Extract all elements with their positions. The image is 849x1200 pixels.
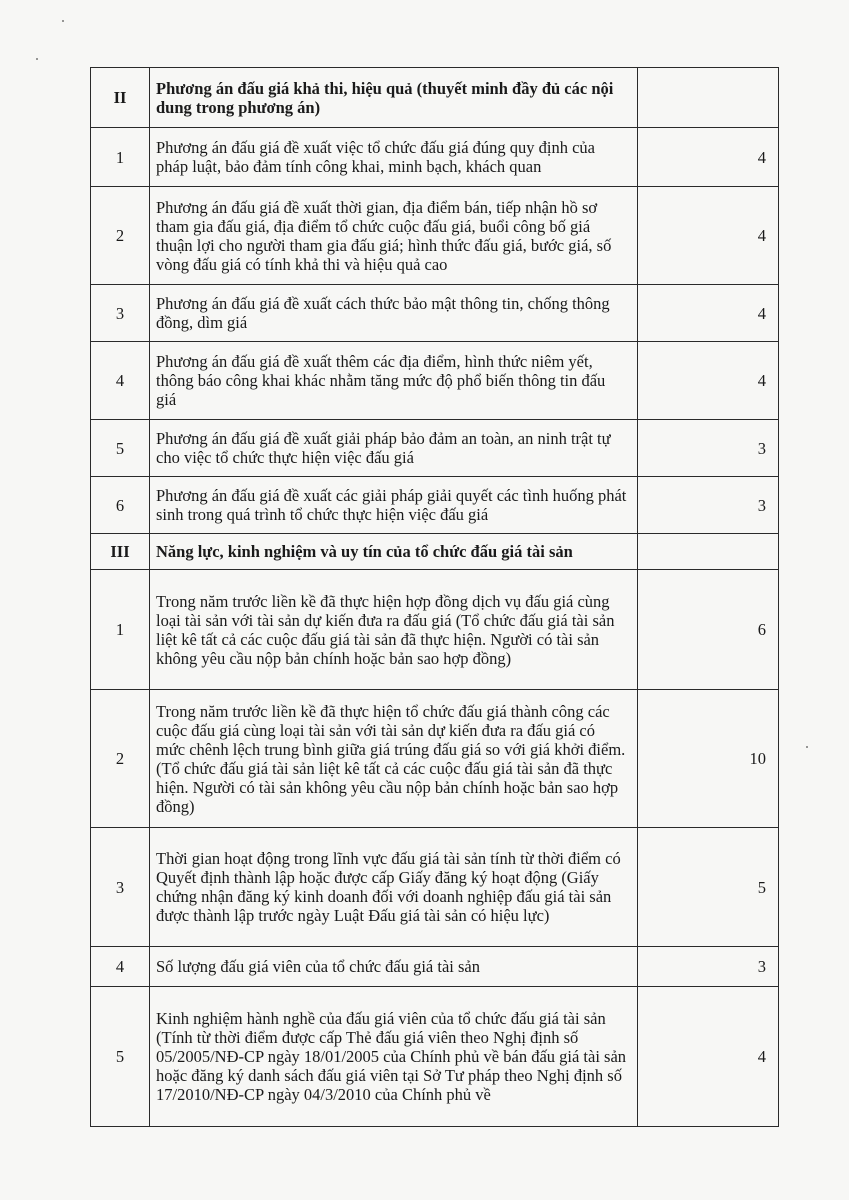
table-row — [91, 828, 779, 947]
criterion-text: Trong năm trước liền kề đã thực hiện hợp đồng dịch vụ đấu giá cùng loại tài sản với tài sản dự kiến đưa ra đấu giá (Tổ chức đấu giá tài sản liệt kê tất cả các cuộc đấu giá tài sản đã thực hiện. Người có tài sản không yêu cầu nộp bản chính hoặc bản sao hợp đồng) — [150, 570, 638, 690]
table-row — [91, 128, 779, 187]
max-score: 6 — [638, 570, 779, 690]
max-score: 5 — [638, 828, 779, 947]
scoring-criteria-table — [90, 67, 779, 1127]
max-score: 4 — [638, 128, 779, 187]
row-number: 1 — [91, 128, 150, 187]
row-number: 1 — [91, 570, 150, 690]
row-number: III — [91, 534, 150, 570]
table-row — [91, 570, 779, 690]
row-number: 6 — [91, 477, 150, 534]
max-score — [638, 534, 779, 570]
table-row — [91, 187, 779, 285]
section-row-iii — [91, 534, 779, 570]
criterion-text: Trong năm trước liền kề đã thực hiện tổ chức đấu giá thành công các cuộc đấu giá cùng loại tài sản với tài sản dự kiến đưa ra đấu giá có mức chênh lệch trung bình giữa giá trúng đấu giá so với giá khởi điểm. (Tổ chức đấu giá tài sản liệt kê tất cả các cuộc đấu giá tài sản đã thực hiện. Người có tài sản không yêu cầu nộp bản chính hoặc bản sao hợp đồng) — [150, 690, 638, 828]
table-row — [91, 987, 779, 1127]
max-score: 4 — [638, 285, 779, 342]
row-number: 4 — [91, 947, 150, 987]
criterion-text: Phương án đấu giá đề xuất các giải pháp giải quyết các tình huống phát sinh trong quá trình tổ chức thực hiện việc đấu giá — [150, 477, 638, 534]
max-score: 3 — [638, 420, 779, 477]
max-score: 4 — [638, 342, 779, 420]
table-row — [91, 285, 779, 342]
table-row — [91, 477, 779, 534]
row-number: II — [91, 68, 150, 128]
table-row — [91, 690, 779, 828]
max-score: 4 — [638, 987, 779, 1127]
criterion-text: Thời gian hoạt động trong lĩnh vực đấu giá tài sản tính từ thời điểm có Quyết định thành lập hoặc được cấp Giấy đăng ký hoạt động (Giấy chứng nhận đăng ký kinh doanh đối với doanh nghiệp đấu giá tài sản được thành lập trước ngày Luật Đấu giá tài sản có hiệu lực) — [150, 828, 638, 947]
criterion-text: Phương án đấu giá đề xuất thời gian, địa điểm bán, tiếp nhận hồ sơ tham gia đấu giá, địa điểm tổ chức cuộc đấu giá, buổi công bố giá thuận lợi cho người tham gia đấu giá; hình thức đấu giá, bước giá, số vòng đấu giá có tính khả thi và hiệu quả cao — [150, 187, 638, 285]
row-number: 4 — [91, 342, 150, 420]
row-number: 2 — [91, 187, 150, 285]
max-score: 3 — [638, 477, 779, 534]
table-row — [91, 947, 779, 987]
criterion-text: Phương án đấu giá đề xuất việc tổ chức đấu giá đúng quy định của pháp luật, bảo đảm tính công khai, minh bạch, khách quan — [150, 128, 638, 187]
section-row-ii — [91, 68, 779, 128]
row-number: 3 — [91, 285, 150, 342]
row-number: 5 — [91, 987, 150, 1127]
max-score: 10 — [638, 690, 779, 828]
criterion-text: Phương án đấu giá đề xuất cách thức bảo mật thông tin, chống thông đồng, dìm giá — [150, 285, 638, 342]
criterion-text: Năng lực, kinh nghiệm và uy tín của tổ chức đấu giá tài sản — [150, 534, 638, 570]
max-score — [638, 68, 779, 128]
row-number: 2 — [91, 690, 150, 828]
criterion-text: Kinh nghiệm hành nghề của đấu giá viên của tổ chức đấu giá tài sản (Tính từ thời điểm được cấp Thẻ đấu giá viên theo Nghị định số 05/2005/NĐ-CP ngày 18/01/2005 của Chính phủ về bán đấu giá tài sản hoặc đăng ký danh sách đấu giá viên tại Sở Tư pháp theo Nghị định số 17/2010/NĐ-CP ngày 04/3/2010 của Chính phủ về — [150, 987, 638, 1127]
row-number: 3 — [91, 828, 150, 947]
criterion-text: Phương án đấu giá đề xuất giải pháp bảo đảm an toàn, an ninh trật tự cho việc tổ chức thực hiện việc đấu giá — [150, 420, 638, 477]
scan-speck — [806, 746, 808, 748]
table-row — [91, 420, 779, 477]
table-row — [91, 342, 779, 420]
criterion-text: Phương án đấu giá đề xuất thêm các địa điểm, hình thức niêm yết, thông báo công khai khác nhằm tăng mức độ phổ biến thông tin đấu giá — [150, 342, 638, 420]
max-score: 3 — [638, 947, 779, 987]
scan-speck — [62, 20, 64, 22]
criterion-text: Phương án đấu giá khả thi, hiệu quả (thuyết minh đầy đủ các nội dung trong phương án) — [150, 68, 638, 128]
row-number: 5 — [91, 420, 150, 477]
scan-speck — [36, 58, 38, 60]
criterion-text: Số lượng đấu giá viên của tổ chức đấu giá tài sản — [150, 947, 638, 987]
max-score: 4 — [638, 187, 779, 285]
